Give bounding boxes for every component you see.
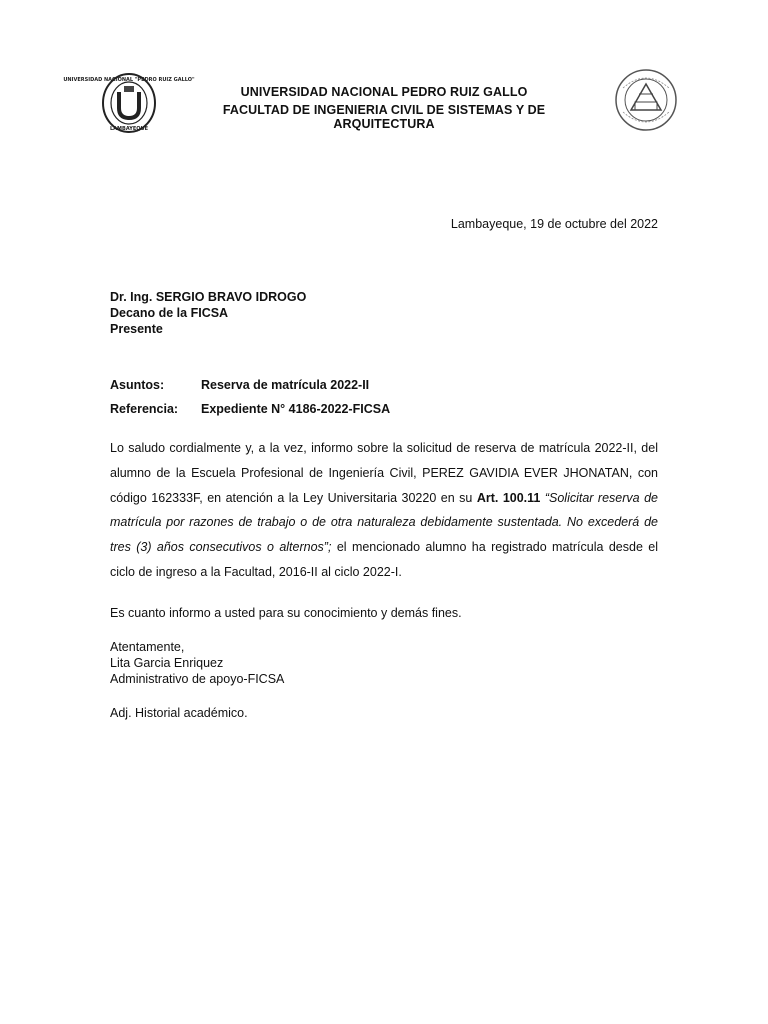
signer-name: Lita Garcia Enriquez [110,656,224,670]
reference-value: Expediente N° 4186-2022-FICSA [201,402,391,416]
body-text-end: el mencionado alumno ha registrado matrícula desde el ciclo de ingreso a la Facultad, 2016-II al ciclo 2022-I. [110,540,659,579]
university-seal-icon [63,72,195,134]
attachment-note: Adj. Historial académico. [110,706,248,720]
signer-role: Administrativo de apoyo-FICSA [110,672,285,686]
faculty-name: FACULTAD DE INGENIERIA CIVIL DE SISTEMAS Y DE ARQUITECTURA [222,103,546,131]
salutation: Atentamente, [110,640,185,654]
university-name: UNIVERSIDAD NACIONAL PEDRO RUIZ GALLO [240,85,528,99]
subject-label: Asuntos: [110,378,165,392]
recipient-block [110,289,306,337]
law-quote: “Solicitar reserva de matrícula por razones de trabajo o de otra naturaleza debidamente sustentada. No excederá de tres (3) años consecutivos o alternos”; [110,490,658,555]
signature-block [110,639,284,687]
body-paragraph [110,436,658,585]
recipient-position: Decano de la FICSA [110,306,229,320]
recipient-greeting: Presente [110,322,163,336]
seal-top-text: UNIVERSIDAD NACIONAL "PEDRO RUIZ GALLO" [63,77,195,83]
closing-sentence: Es cuanto informo a usted para su conocimiento y demás fines. [110,606,462,620]
letter-date: Lambayeque, 19 de octubre del 2022 [450,217,658,231]
recipient-name: Dr. Ing. SERGIO BRAVO IDROGO [110,290,307,304]
body-text-start: Lo saludo cordialmente y, a la vez, informo sobre la solicitud de reserva de matrícula 2022-II, del alumno de la Escuela Profesional de Ingeniería Civil, PEREZ GAVIDIA EVER JHONATAN, con código 162333F, en atención a la Ley Universitaria 30220 en su [110,441,658,505]
seal-bottom-text: LAMBAYEQUE [110,126,148,132]
article-reference: Art. 100.11 [476,490,541,505]
reference-label: Referencia: [110,402,179,416]
subject-value: Reserva de matrícula 2022-II [201,378,370,392]
faculty-seal-icon [613,66,679,134]
